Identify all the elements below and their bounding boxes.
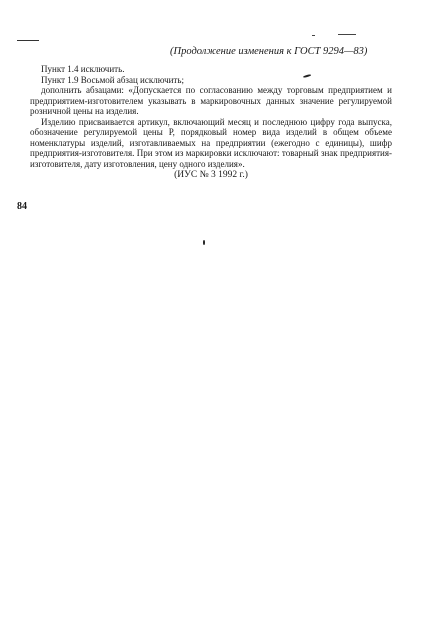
top-right-dash <box>338 34 356 35</box>
paragraph-3: дополнить абзацами: «Допускается по согласованию между торговым предприятием и предприятием-изготовителем указывать в маркировочных данных значение регулируемой розничной цены на изделия. <box>30 85 392 116</box>
amendment-text <box>30 64 392 169</box>
paragraph-1: Пункт 1.4 исключить. <box>41 64 125 74</box>
top-left-rule <box>17 40 39 41</box>
paragraph-4: Изделию присваивается артикул, включающий месяц и последнюю цифру года выпуска, обозначение регулируемой цены Р, порядковый номер вида изделий в общем объеме номенклатуры изделий, изготавливаемых на предприятии (ежегодно с единицы), шифр предприятия-изготовителя. При этом из маркировки исключают: товарный знак предприятия-изготовителя, дату изготовления, цену одного изделия». <box>30 116 392 169</box>
page-number: 84 <box>17 201 27 212</box>
top-right-tick <box>312 35 315 36</box>
scan-speck <box>203 240 205 245</box>
continuation-header: (Продолжение изменения к ГОСТ 9294—83) <box>170 46 368 57</box>
paragraph-2: Пункт 1.9 Восьмой абзац исключить; <box>41 74 184 85</box>
source-reference: (ИУС № 3 1992 г.) <box>174 170 248 180</box>
